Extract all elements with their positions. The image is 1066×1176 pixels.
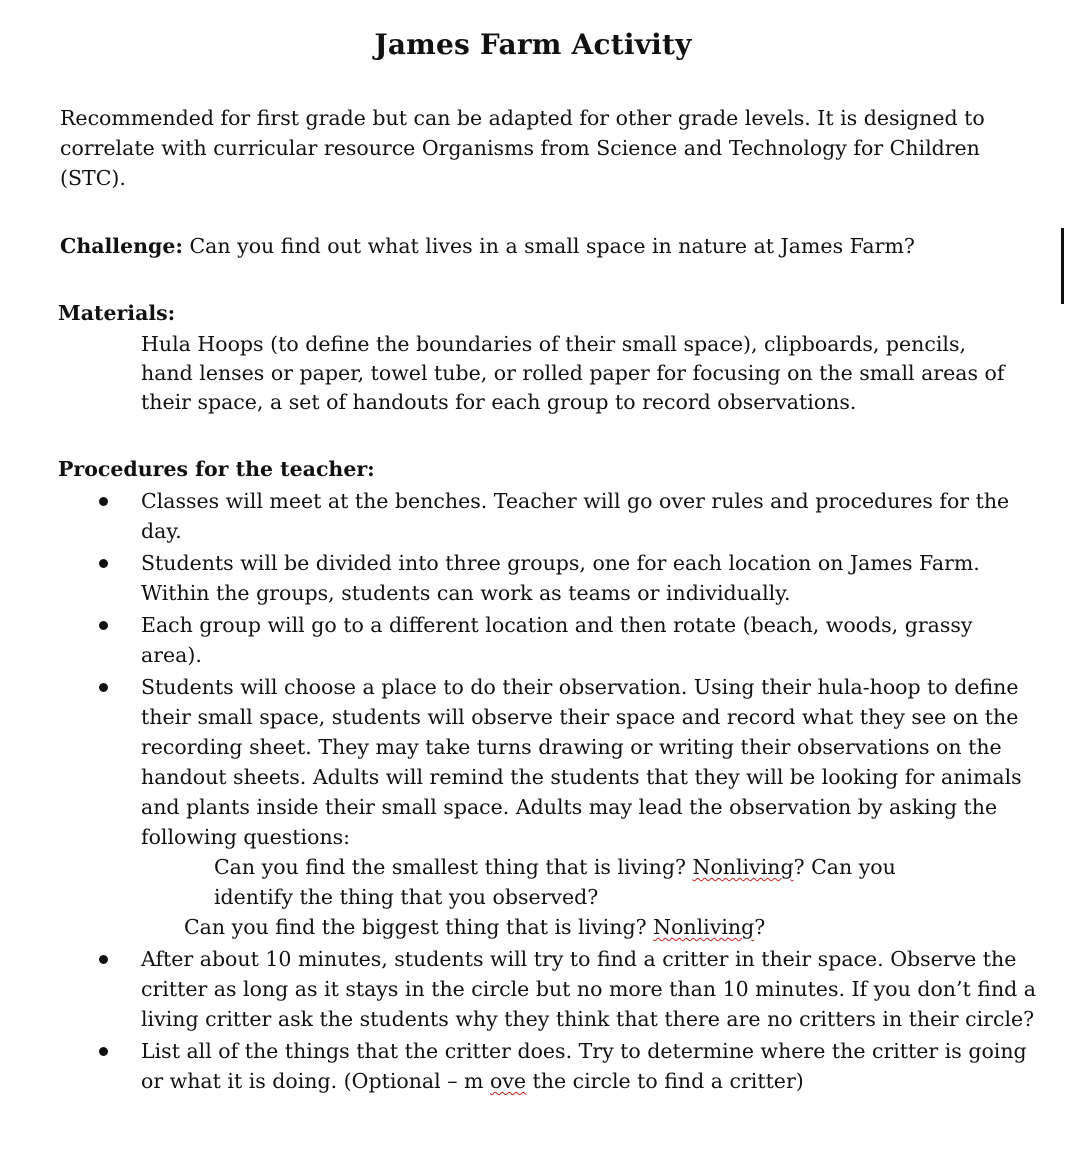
challenge-label: Challenge: bbox=[60, 234, 183, 258]
procedure-item-text: Classes will meet at the benches. Teacher will go over rules and procedures for the day. bbox=[141, 489, 1010, 543]
spellcheck-flagged-word[interactable]: ove bbox=[489, 1069, 527, 1093]
procedures-heading: Procedures for the teacher: bbox=[58, 457, 375, 481]
procedure-item-text: Students will choose a place to do their observation. Using their hula-hoop to define their small space, students will observe their space and record what they see on the recording sheet. They may take turns drawing or writing their observations on the handout sheets. Adults will remind the students that they will be looking for animals and plants inside their small space. Adults may lead the observation by asking the following questions: bbox=[141, 675, 1022, 849]
procedure-item bbox=[0, 672, 1038, 942]
materials-heading: Materials: bbox=[58, 301, 176, 325]
question-biggest bbox=[141, 912, 1038, 942]
procedure-item bbox=[0, 1036, 1038, 1096]
question-text: Can you find the biggest thing that is living? bbox=[184, 915, 654, 939]
page-title: James Farm Activity bbox=[374, 28, 692, 61]
procedures-list bbox=[0, 486, 1066, 1098]
bullet-icon bbox=[99, 955, 108, 964]
procedure-item bbox=[0, 944, 1038, 1034]
question-text: Can you find the smallest thing that is living? bbox=[214, 855, 693, 879]
procedure-item-text: After about 10 minutes, students will try to find a critter in their space. Observe the critter as long as it stays in the circle but no more than 10 minutes. If you don’t find a living critter ask the students why they think that there are no critters in their circle? bbox=[141, 947, 1037, 1031]
materials-text: Hula Hoops (to define the boundaries of their small space), clipboards, pencils, hand lenses or paper, towel tube, or rolled paper for focusing on the small areas of their space, a set of handouts for each group to record observations. bbox=[141, 332, 1005, 414]
question-text: ? Can you identify the thing that you observed? bbox=[214, 855, 896, 909]
bullet-icon bbox=[99, 683, 108, 692]
procedure-item-text: List all of the things that the critter does. Try to determine where the critter is going or what it is doing. (Optional – m bbox=[141, 1039, 1027, 1093]
challenge-text: Can you find out what lives in a small space in nature at James Farm? bbox=[182, 234, 915, 258]
bullet-icon bbox=[99, 1047, 108, 1056]
bullet-icon bbox=[99, 497, 108, 506]
bullet-icon bbox=[99, 621, 108, 630]
procedure-item bbox=[0, 610, 1038, 670]
question-smallest bbox=[141, 852, 974, 912]
challenge-paragraph bbox=[60, 231, 1020, 261]
procedure-item-text: Students will be divided into three groups, one for each location on James Farm. Within the groups, students can work as teams or individually. bbox=[141, 551, 980, 605]
spellcheck-flagged-word[interactable]: Nonliving bbox=[692, 855, 794, 879]
procedure-item bbox=[0, 548, 1038, 608]
procedure-item-text: the circle to find a critter) bbox=[526, 1069, 804, 1093]
question-text: ? bbox=[754, 915, 766, 939]
spellcheck-flagged-word[interactable]: Nonliving bbox=[653, 915, 755, 939]
text-cursor bbox=[1061, 228, 1064, 304]
intro-paragraph: Recommended for first grade but can be adapted for other grade levels. It is designed to correlate with curricular resource Organisms from Science and Technology for Children (STC). bbox=[60, 106, 985, 190]
procedure-item bbox=[0, 486, 1038, 546]
procedure-item-text: Each group will go to a different location and then rotate (beach, woods, grassy area). bbox=[141, 613, 973, 667]
bullet-icon bbox=[99, 559, 108, 568]
